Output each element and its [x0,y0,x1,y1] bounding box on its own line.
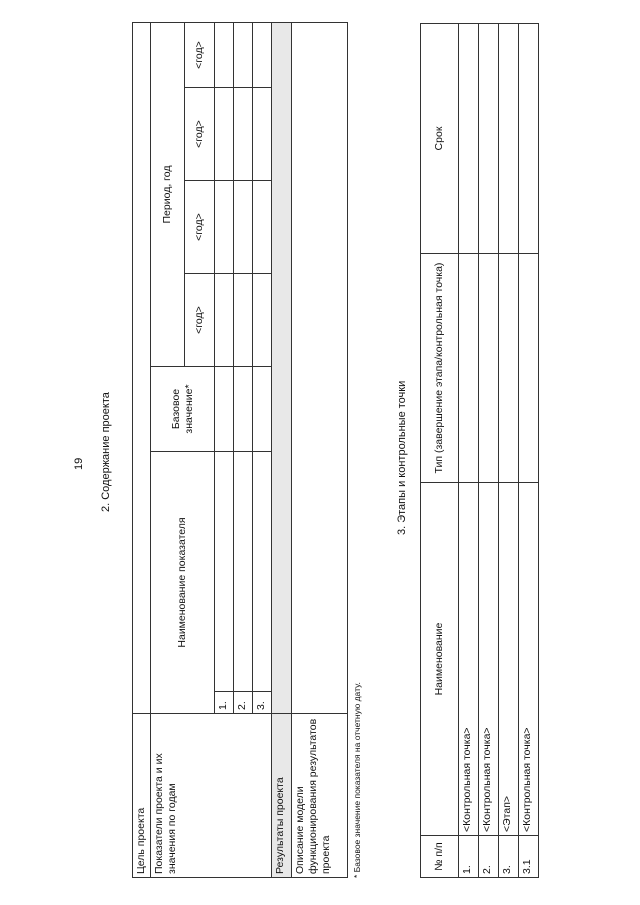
cell [215,274,234,367]
cell [234,367,253,452]
cell [253,181,272,274]
results-value [272,23,292,714]
section-3-title: 3. Этапы и контрольные точки [396,380,408,535]
cell [519,254,539,483]
results-label: Результаты проекта [272,714,292,878]
cell [234,23,253,88]
row-name: <Контрольная точка> [519,483,539,836]
row-name: <Контрольная точка> [479,483,499,836]
footnote: * Базовое значение показателя на отчетную дату. [352,682,362,878]
cell [215,88,234,181]
row-num: 3. [499,836,519,878]
col-deadline: Срок [421,24,459,254]
year-header: <год> [185,88,215,181]
row-name: <Контрольная точка> [459,483,479,836]
cell [499,24,519,254]
cell [215,452,234,692]
cell [234,181,253,274]
page-number: 19 [73,457,85,470]
cell [234,452,253,692]
row-num: 2. [479,836,499,878]
cell [459,24,479,254]
row-num: 3. [253,692,272,714]
cell [519,24,539,254]
cell [253,367,272,452]
row-num: 1. [215,692,234,714]
model-value [292,23,348,714]
goal-value [133,23,151,714]
cell [479,24,499,254]
col-num: № п/п [421,836,459,878]
cell [253,88,272,181]
row-name: <Этап> [499,483,519,836]
year-header: <год> [185,274,215,367]
cell [215,23,234,88]
year-header: <год> [185,23,215,88]
year-header: <год> [185,181,215,274]
cell [479,254,499,483]
stages-table [420,23,539,878]
indicators-label: Показатели проекта и их значения по годам [151,714,272,878]
cell [253,23,272,88]
section-2-title: 2. Содержание проекта [100,392,112,512]
cell [499,254,519,483]
cell [215,367,234,452]
col-indicator-name: Наименование показателя [151,452,215,714]
cell [234,88,253,181]
goal-label: Цель проекта [133,714,151,878]
col-base-value: Базовое значение* [151,367,215,452]
model-label: Описание модели функционирования результатов проекта [292,714,348,878]
row-num: 1. [459,836,479,878]
cell [253,274,272,367]
cell [234,274,253,367]
col-period: Период, год [151,23,185,367]
cell [215,181,234,274]
row-num: 3.1 [519,836,539,878]
row-num: 2. [234,692,253,714]
col-name: Наименование [421,483,459,836]
cell [253,452,272,692]
col-type: Тип (завершение этапа/контрольная точка) [421,254,459,483]
cell [459,254,479,483]
project-content-table [132,22,348,878]
